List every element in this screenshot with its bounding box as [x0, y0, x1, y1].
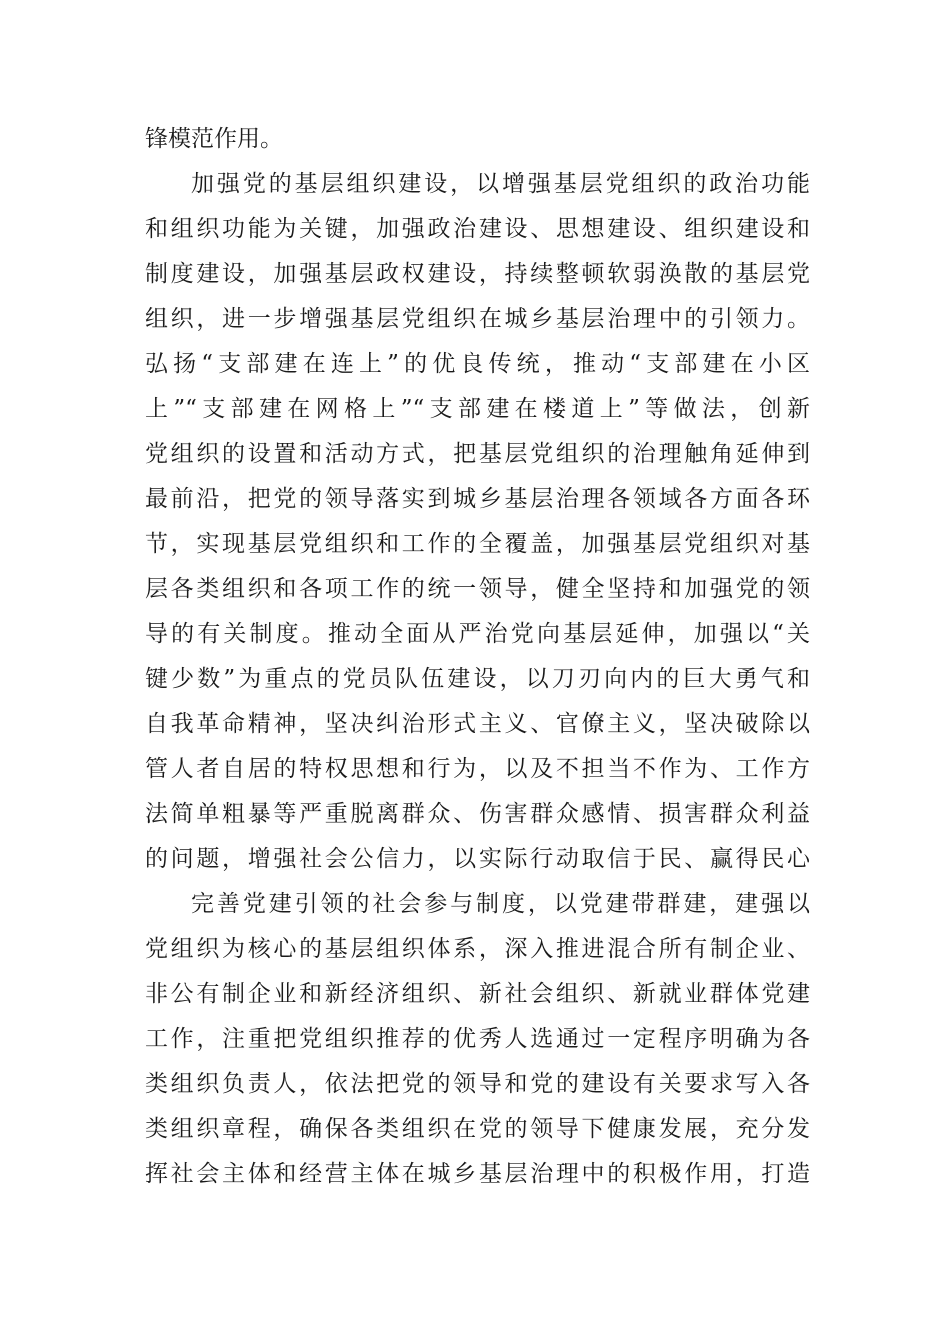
text-line: 键少数”为重点的党员队伍建设，以刀刃向内的巨大勇气和 [145, 666, 810, 692]
text-line: 管人者自居的特权思想和行为，以及不担当不作为、工作方 [145, 756, 810, 782]
text-line: 节，实现基层党组织和工作的全覆盖，加强基层党组织对基 [145, 531, 810, 557]
paragraph [145, 162, 810, 882]
text-line: 类组织负责人，依法把党的领导和党的建设有关要求写入各 [145, 1071, 810, 1097]
text-line: 党组织的设置和活动方式，把基层党组织的治理触角延伸到 [145, 441, 810, 467]
paragraph [145, 882, 810, 1197]
text-line: 法简单粗暴等严重脱离群众、伤害群众感情、损害群众利益 [145, 801, 810, 827]
text-line: 完善党建引领的社会参与制度，以党建带群建，建强以 [191, 891, 810, 917]
text-line: 导的有关制度。推动全面从严治党向基层延伸，加强以“关 [145, 621, 810, 647]
body-text [145, 117, 810, 1197]
text-line: 和组织功能为关键，加强政治建设、思想建设、组织建设和 [145, 216, 810, 242]
text-line: 组织，进一步增强基层党组织在城乡基层治理中的引领力。 [145, 306, 810, 332]
paragraph [145, 117, 810, 162]
text-line: 层各类组织和各项工作的统一领导，健全坚持和加强党的领 [145, 576, 810, 602]
text-line: 非公有制企业和新经济组织、新社会组织、新就业群体党建 [145, 981, 810, 1007]
text-line: 上”“支部建在网格上”“支部建在楼道上”等做法，创新 [145, 396, 810, 422]
text-line: 党组织为核心的基层组织体系，深入推进混合所有制企业、 [145, 936, 810, 962]
text-line: 的问题，增强社会公信力，以实际行动取信于民、赢得民心 [145, 846, 810, 872]
text-line: 最前沿，把党的领导落实到城乡基层治理各领域各方面各环 [145, 486, 810, 512]
text-line: 弘扬“支部建在连上”的优良传统，推动“支部建在小区 [145, 351, 810, 377]
text-line: 工作，注重把党组织推荐的优秀人选通过一定程序明确为各 [145, 1026, 810, 1052]
text-line: 类组织章程，确保各类组织在党的领导下健康发展，充分发 [145, 1116, 810, 1142]
text-line: 挥社会主体和经营主体在城乡基层治理中的积极作用，打造 [145, 1161, 810, 1187]
text-line: 加强党的基层组织建设，以增强基层党组织的政治功能 [191, 171, 810, 197]
text-line: 制度建设，加强基层政权建设，持续整顿软弱涣散的基层党 [145, 261, 810, 287]
text-line: 自我革命精神，坚决纠治形式主义、官僚主义，坚决破除以 [145, 711, 810, 737]
text-line: 锋模范作用。 [145, 126, 283, 152]
